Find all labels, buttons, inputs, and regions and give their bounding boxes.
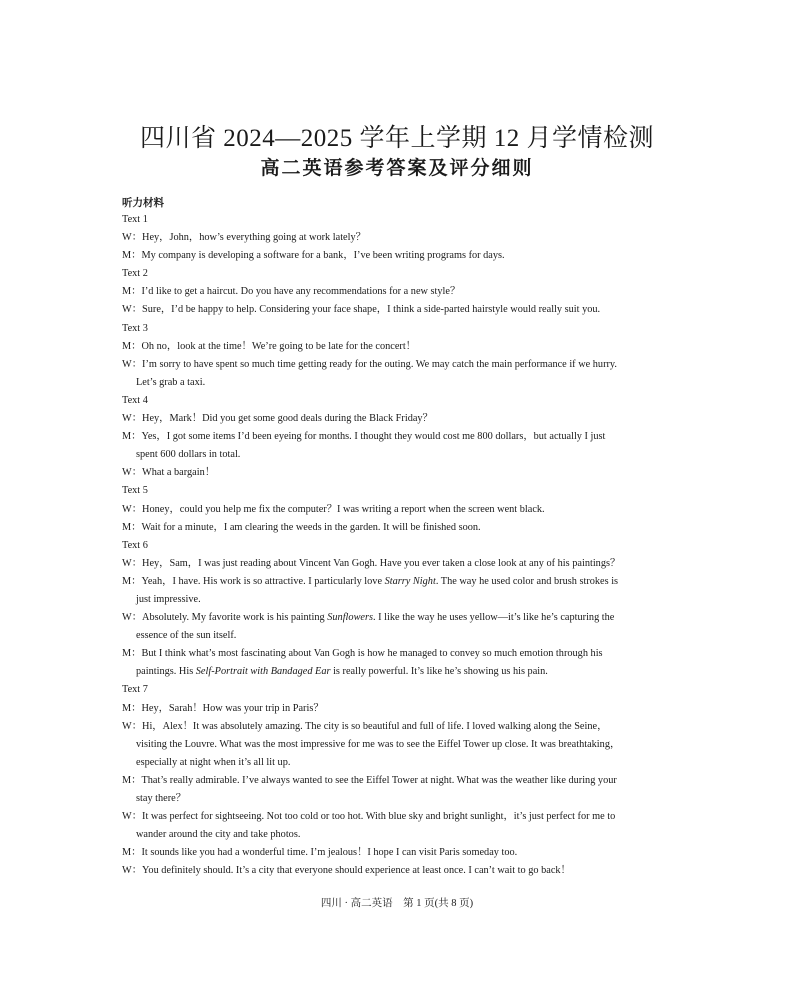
painting-title: Sunflowers — [327, 612, 374, 624]
dialogue-line: M：Yeah，I have. His work is so attractive. I particularly love Starry Night. The way he used color and brush strokes is — [122, 575, 619, 587]
text-label: Text 6 — [122, 539, 148, 551]
dialogue-line: W：Hey，Mark！Did you get some good deals during the Black Friday？ — [122, 413, 433, 425]
dialogue-line: W：Hey，John，how’s everything going at work lately？ — [122, 232, 366, 244]
dialogue-continuation: visiting the Louvre. What was the most impressive for me was to see the Eiffel Tower up close. It was breathtaking， — [136, 738, 621, 750]
section-heading: 听力材料 — [122, 197, 164, 209]
dialogue-line: M：Hey，Sarah！How was your trip in Paris？ — [122, 702, 324, 714]
dialogue-continuation: just impressive. — [136, 593, 201, 605]
dialogue-line: W：Hi，Alex！It was absolutely amazing. The city is so beautiful and full of life. I loved walking along the Seine， — [122, 720, 608, 732]
painting-title: Self-Portrait with Bandaged Ear — [195, 666, 331, 678]
text-label: Text 2 — [122, 268, 148, 280]
dialogue-line: M：Oh no，look at the time！We’re going to be late for the concert！ — [122, 340, 416, 352]
dialogue-line: M：Wait for a minute，I am clearing the weeds in the garden. It will be finished soon. — [122, 521, 481, 533]
dialogue-line: W：I’m sorry to have spent so much time getting ready for the outing. We may catch the main performance if we hurry. — [122, 358, 617, 370]
dialogue-line: M：I’d like to get a haircut. Do you have any recommendations for a new style？ — [122, 286, 461, 298]
dialogue-continuation: essence of the sun itself. — [136, 630, 237, 642]
dialogue-continuation: especially at night when it’s all lit up. — [136, 756, 291, 768]
dialogue-line: W：Hey，Sam，I was just reading about Vincent Van Gogh. Have you ever taken a close look at any of his paintings？ — [122, 557, 621, 569]
dialogue-continuation: wander around the city and take photos. — [136, 829, 301, 841]
dialogue-line: W：Sure，I’d be happy to help. Considering your face shape，I think a side-parted hairstyle would really suit you. — [122, 304, 601, 316]
dialogue-continuation: stay there？ — [136, 793, 187, 804]
dialogue-continuation: Let’s grab a taxi. — [136, 376, 206, 388]
text-label: Text 7 — [122, 684, 148, 696]
dialogue-line: W：Absolutely. My favorite work is his painting Sunflowers. I like the way he uses yellow—it’s like he’s capturing the — [122, 612, 615, 624]
document-subtitle: 高二英语参考答案及评分细则 — [260, 157, 534, 179]
dialogue-line: M：My company is developing a software for a bank，I’ve been writing programs for days. — [122, 250, 505, 262]
dialogue-line: M：Yes，I got some items I’d been eyeing for months. I thought they would cost me 800 dollars，but actually I just — [122, 431, 606, 443]
page-footer: 四川 · 高二英语 第 1 页(共 8 页) — [320, 898, 474, 909]
transcript-body — [122, 211, 674, 880]
document-title: 四川省 2024—2025 学年上学期 12 月学情检测 — [139, 125, 654, 152]
dialogue-continuation: paintings. His Self-Portrait with Bandaged Ear is really powerful. It’s like he’s showing us his pain. — [136, 666, 548, 678]
dialogue-line: W：It was perfect for sightseeing. Not too cold or too hot. With blue sky and bright sunlight，it’s just perfect for me to — [122, 811, 616, 823]
text-label: Text 1 — [122, 214, 148, 225]
text-label: Text 5 — [122, 485, 148, 497]
dialogue-continuation: spent 600 dollars in total. — [136, 449, 241, 461]
dialogue-line: M：It sounds like you had a wonderful time. I’m jealous！I hope I can visit Paris someday too. — [122, 847, 518, 859]
dialogue-line: M：That’s really admirable. I’ve always wanted to see the Eiffel Tower at night. What was the weather like during your — [122, 774, 617, 786]
dialogue-line: W：Honey，could you help me fix the computer？I was writing a report when the screen went black. — [122, 503, 545, 515]
text-label: Text 4 — [122, 394, 148, 406]
dialogue-line: W：You definitely should. It’s a city that everyone should experience at least once. I can’t wait to go back！ — [122, 865, 571, 877]
dialogue-line: M：But I think what’s most fascinating about Van Gogh is how he managed to convey so much emotion through his — [122, 648, 603, 660]
painting-title: Starry Night — [384, 575, 436, 587]
dialogue-line: W：What a bargain！ — [122, 467, 216, 479]
text-label: Text 3 — [122, 322, 148, 334]
